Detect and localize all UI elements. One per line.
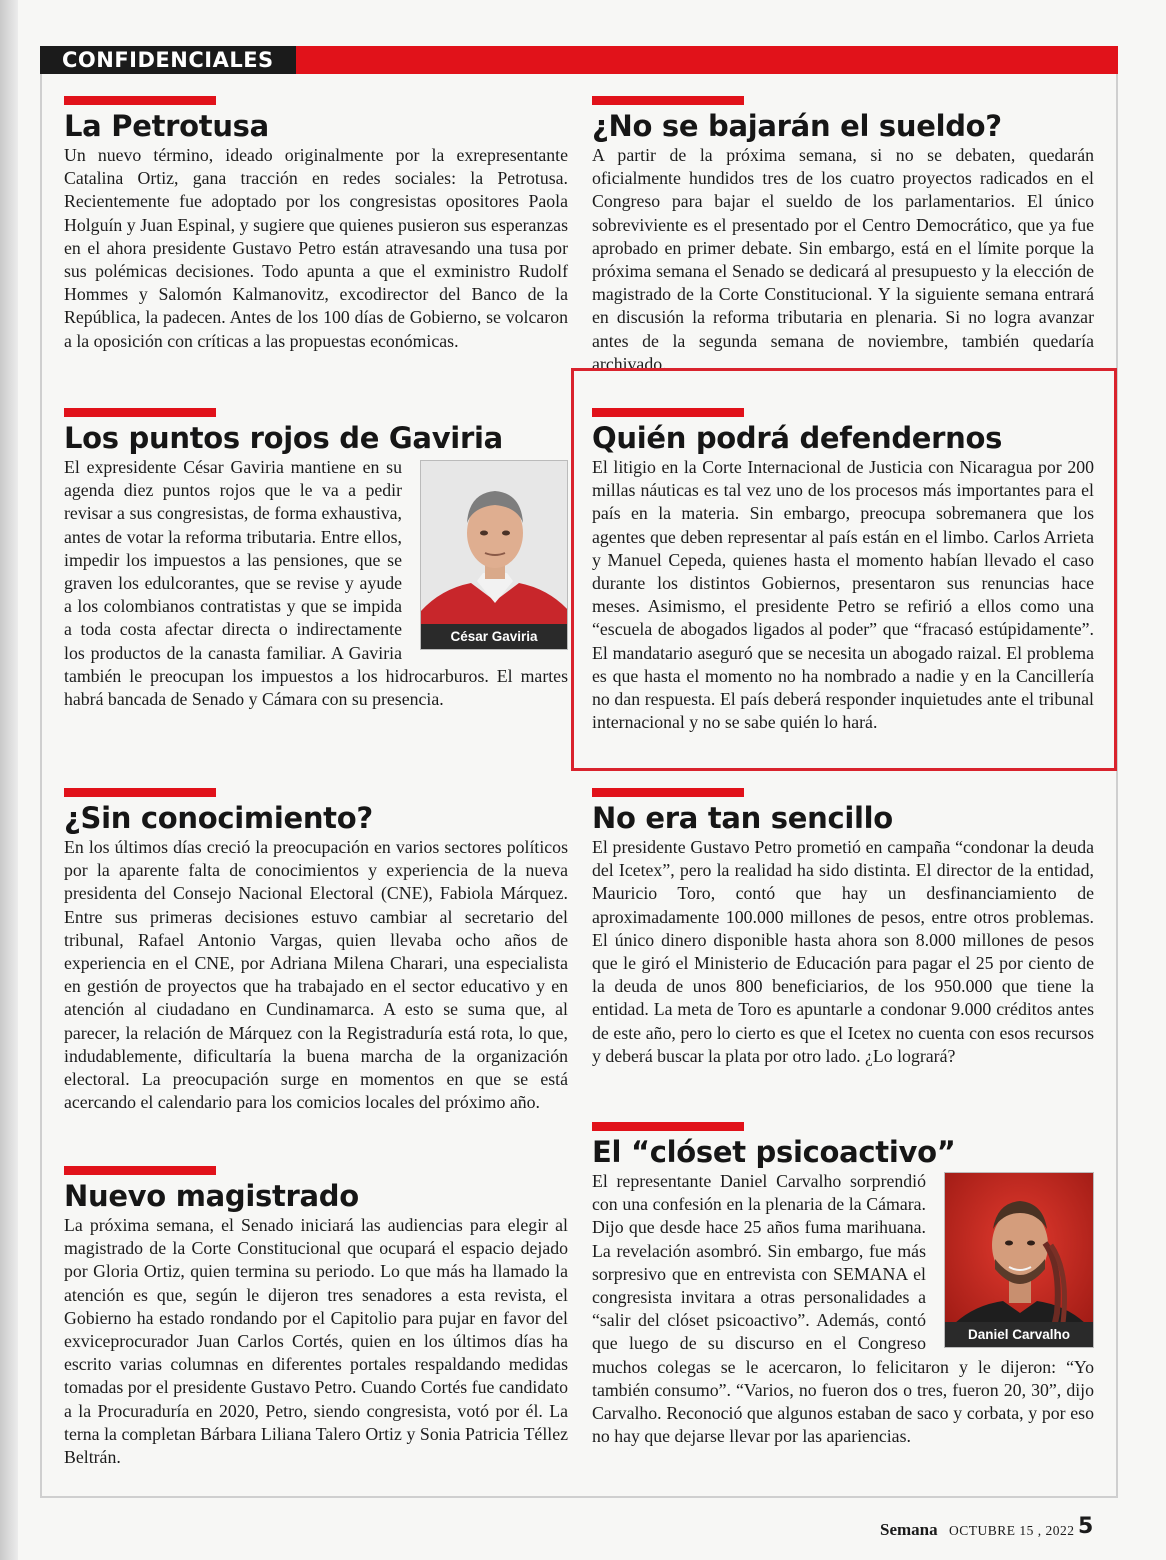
article-nuevo-magistrado: [64, 1166, 568, 1469]
article-body: Un nuevo término, ideado originalmente por la exrepresentante Catalina Ortiz, gana tracción en redes sociales: la Petrotusa. Recientemente fue adoptado por los congresistas opositores Paola Holguín y Juan Espinal, y sugiere que quienes pusieron sus esperanzas en el ahora presidente Gustavo Petro están atravesando una tusa por sus polémicas decisiones. Todo apunta a que el exministro Rudolf Hommes y Salomón Kalmanovitz, excodirector del Banco de la República, la padecen. Antes de los 100 días de Gobierno, se volcaron a la oposición con críticas a las propuestas económicas.: [64, 145, 568, 351]
article-title: Nuevo magistrado: [64, 1179, 359, 1213]
article-sin-conocimiento: [64, 788, 568, 1114]
section-title: CONFIDENCIALES: [62, 48, 274, 72]
article-accent-bar: [592, 96, 744, 105]
article-petrotusa: [64, 96, 568, 353]
article-body: El representante Daniel Carvalho sorprendió con una confesión en la plenaria de la Cámara. Dijo que desde hace 25 años fuma marihuana. La revelación asombró. Sin embargo, fue más sorpresivo que en entrevista con SEMANA el congresista invitara a otras personalidades a “salir del clóset psicoactivo”. Además, contó que luego de su discurso en el Congreso muchos colegas se le acercaron, lo felicitaron y le dijeron: “Yo también consumo”. “Varios, no fueron dos o tres, fueron 20, 30”, dijo Carvalho. Reconoció que algunos estaban de saco y corbata, y por eso no hay que dejarse llevar por las apariencias.: [592, 1171, 1094, 1447]
article-title: No era tan sencillo: [592, 801, 893, 835]
article-no-era-tan-sencillo: [592, 788, 1094, 1068]
article-body: La próxima semana, el Senado iniciará las audiencias para elegir al magistrado de la Corte Constitucional que ocupará el espacio dejado por Gloria Ortiz, quien termina su periodo. Lo que más ha llamado la atención es que, según le dijeron tres senadores a esta revista, el Gobierno ha estado rondando por el Capitolio para pujar en favor del exviceprocurador Juan Carlos Cortés, quien en los últimos días ha escrito varias columnas en diferentes portales respaldando medidas tomadas por el presidente Gustavo Petro. Cuando Cortés fue candidato a la Procuraduría en 2020, Petro, siendo congresista, votó por él. La terna la completan Bárbara Liliana Talero Ortiz y Sonia Patricia Téllez Beltrán.: [64, 1215, 568, 1468]
page-footer: [880, 1514, 1100, 1544]
portrait-illustration: [421, 461, 568, 650]
photo-daniel-carvalho: [944, 1172, 1094, 1348]
article-body: A partir de la próxima semana, si no se debaten, quedarán oficialmente hundidos tres de los cuatro proyectos radicados en el Congreso para bajar el sueldo de los parlamentarios. El único sobreviviente es el presentado por el Centro Democrático, que ya fue aprobado en primer debate. Sin embargo, está en el límite porque la próxima semana el Senado se dedicará al presupuesto y la elección de magistrado de la Corte Constitucional. Y la siguiente semana entrará en discusión la reforma tributaria en plenaria. Si no logra avanzar antes de la segunda semana de noviembre, también quedaría archivado.: [592, 145, 1094, 374]
footer-brand: Semana: [880, 1520, 938, 1539]
article-accent-bar: [64, 1166, 216, 1175]
article-accent-bar: [592, 788, 744, 797]
article-body: El presidente Gustavo Petro prometió en campaña “condonar la deuda del Icetex”, pero la realidad ha sido distinta. El director de la entidad, Mauricio Toro, contó que hay un desfinanciamiento de aproximadamente 100.000 millones de pesos, entre otros problemas. El único dinero disponible hasta ahora son 8.000 millones de pesos que le giró el Ministerio de Educación para pagar el 25 por ciento de la deuda de unos 800 beneficiarios, de los 950.000 que tiene la entidad. La meta de Toro es apuntarle a condonar 9.000 créditos antes de este año, pero lo cierto es que el Icetex no cuenta con esos recursos y deberá buscar la plata por otro lado. ¿Lo logrará?: [592, 837, 1094, 1066]
photo-caption: Daniel Carvalho: [945, 1322, 1093, 1347]
article-accent-bar: [64, 788, 216, 797]
article-closet-psicoactivo: [592, 1122, 1094, 1448]
article-title: Los puntos rojos de Gaviria: [64, 421, 503, 455]
photo-caption: César Gaviria: [421, 624, 567, 649]
article-accent-bar: [64, 96, 216, 105]
article-sueldo: [592, 96, 1094, 376]
article-gaviria: [64, 408, 568, 711]
photo-cesar-gaviria: [420, 460, 568, 650]
page-gutter-shadow: [0, 0, 18, 1560]
article-title: Quién podrá defendernos: [592, 421, 1003, 455]
article-body: El expresidente César Gaviria mantiene en su agenda diez puntos rojos que le va a pedir revisar a sus congresistas, de forma exhaustiva, antes de votar la reforma tributaria. Entre ellos, impedir los impuestos a las pensiones, que se graven los edulcorantes, que se revise y ayude a los colombianos contratistas y que se impida a toda costa afectar directa o indirectamente los productos de la canasta familiar. A Gaviria también le preocupan los impuestos a los hidrocarburos. El martes habrá bancada de Senado y Cámara con su presencia.: [64, 457, 568, 710]
page-number: 5: [1078, 1514, 1094, 1539]
article-accent-bar: [64, 408, 216, 417]
article-accent-bar: [592, 1122, 744, 1131]
article-body: En los últimos días creció la preocupación en varios sectores políticos por la aparente falta de conocimientos y experiencia de la nueva presidenta del Consejo Nacional Electoral (CNE), Fabiola Márquez. Entre sus primeras decisiones estuvo cambiar al secretario del tribunal, Rafael Antonio Vargas, quien llevaba ocho años de experiencia en el CNE, por Adriana Milena Charari, una especialista en gestión de proyectos que ha trabajado en el sector educativo y en atención al ciudadano en Cundinamarca. A esto se suma que, al parecer, la relación de Márquez con la Registraduría está rota, lo que, indudablemente, dificultaría la buena marcha de la organización electoral. La preocupación surge en momentos en que se está acercando el calendario para los comicios locales del próximo año.: [64, 837, 568, 1113]
section-header-bar: [40, 46, 1118, 74]
article-title: ¿Sin conocimiento?: [64, 801, 373, 835]
article-body: El litigio en la Corte Internacional de Justicia con Nicaragua por 200 millas náuticas es tal vez uno de los procesos más importantes para el país en la materia. Sin embargo, preocupa sobremanera que los agentes que deben representar al país están en el limbo. Carlos Arrieta y Manuel Cepeda, quienes hasta el momento habían llevado el caso durante los distintos Gobiernos, presentaron sus renuncias hace meses. Asimismo, el presidente Petro se refirió a ellos como una “escuela de abogados ligados al poder” que “fracasó estúpidamente”. El mandatario aseguró que se necesita un abogado raizal. El problema es que hasta el momento no ha nombrado a nadie y en la Cancillería no dan respuesta. El país deberá responder inquietudes ante el tribunal internacional y no se sabe quién lo hará.: [592, 457, 1094, 733]
article-title: El “clóset psicoactivo”: [592, 1135, 956, 1169]
article-title: ¿No se bajarán el sueldo?: [592, 109, 1002, 143]
article-quien-podra-defendernos: [592, 408, 1094, 734]
footer-date: OCTUBRE 15 , 2022: [949, 1523, 1075, 1538]
article-title: La Petrotusa: [64, 109, 269, 143]
article-accent-bar: [592, 408, 744, 417]
